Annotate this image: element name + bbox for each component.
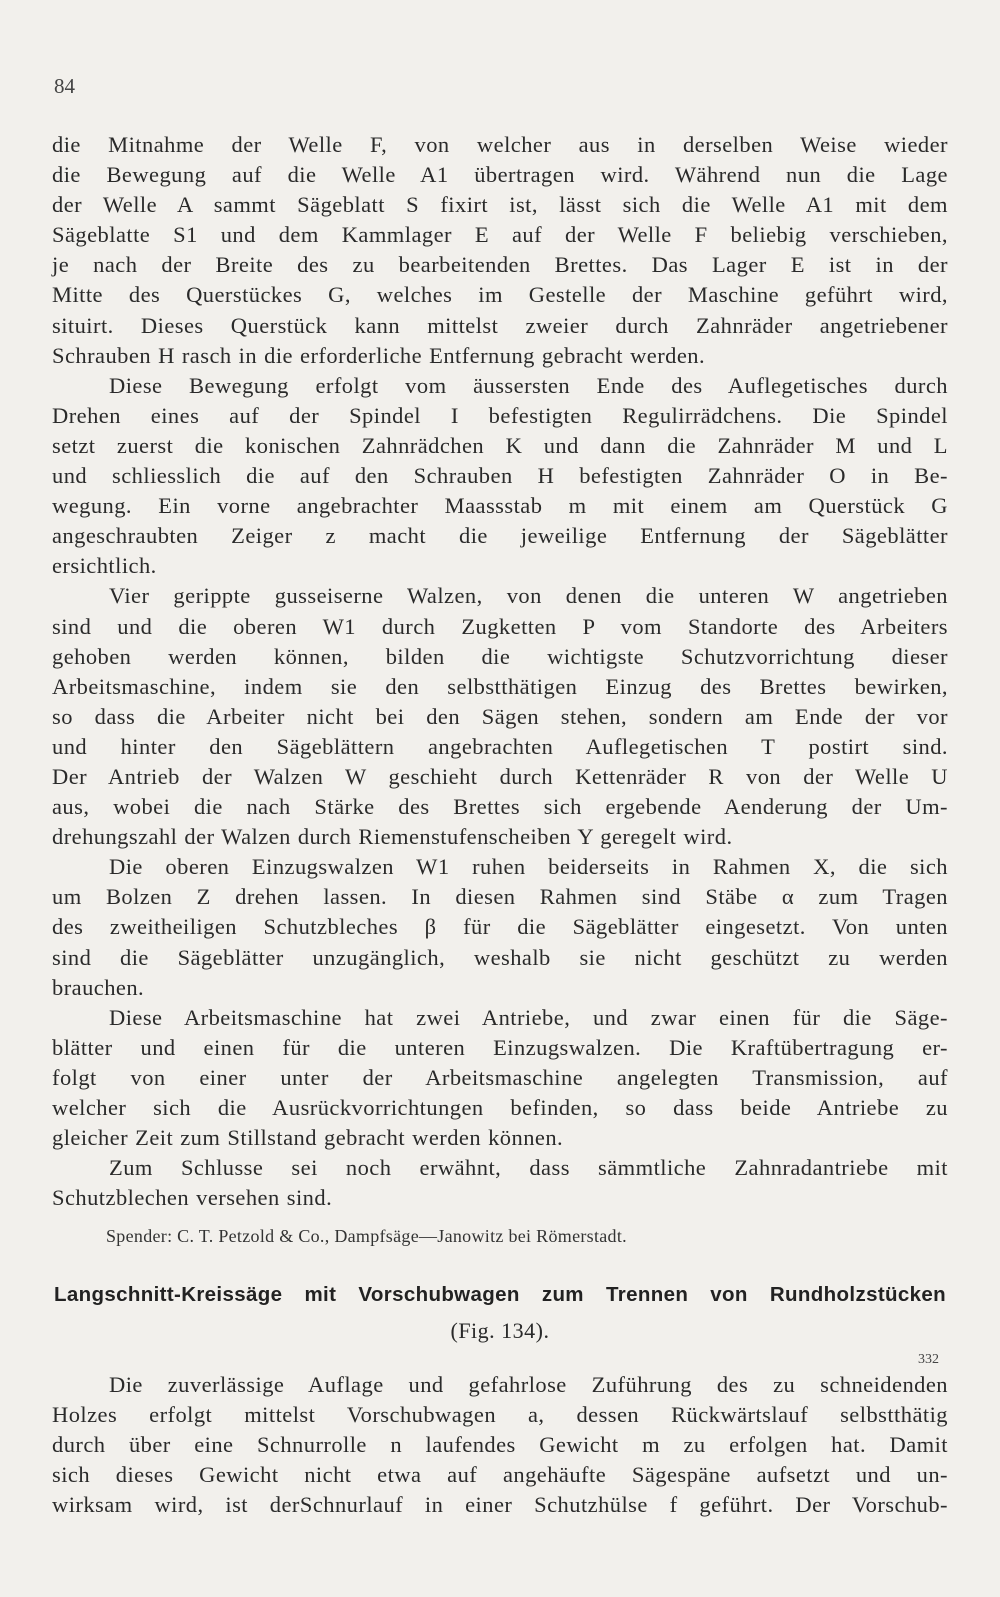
text-line: der Welle A sammt Sägeblatt S fixirt ist, lässt sich die Welle A1 mit dem: [52, 192, 948, 218]
text-line: die Bewegung auf die Welle A1 übertragen wird. Während nun die Lage: [52, 162, 948, 188]
text-line: Arbeitsmaschine, indem sie den selbstthätigen Einzug des Brettes bewirken,: [52, 673, 948, 699]
text-line: blätter und einen für die unteren Einzugswalzen. Die Kraftübertragung er-: [52, 1034, 948, 1060]
section-heading: Langschnitt-Kreissäge mit Vorschubwagen zum Trennen von Rundholzstücken: [54, 1283, 946, 1306]
text-line: brauchen.: [52, 974, 145, 1000]
text-line: so dass die Arbeiter nicht bei den Sägen stehen, sondern am Ende der vor: [52, 703, 948, 729]
text-line: situirt. Dieses Querstück kann mittelst zweier durch Zahnräder angetriebener: [52, 312, 948, 338]
text-line: drehungszahl der Walzen durch Riemenstufenscheiben Y geregelt wird.: [52, 824, 733, 850]
text-line: sich dieses Gewicht nicht etwa auf angehäufte Sägespäne aufsetzt und un-: [52, 1462, 948, 1488]
text-line: Mitte des Querstückes G, welches im Gestelle der Maschine geführt wird,: [52, 282, 948, 308]
text-line: Holzes erfolgt mittelst Vorschubwagen a, dessen Rückwärtslauf selbstthätig: [52, 1402, 948, 1428]
text-line: durch über eine Schnurrolle n laufendes Gewicht m zu erfolgen hat. Damit: [52, 1432, 948, 1458]
body-text-section-a: [52, 130, 948, 1213]
text-line: welcher sich die Ausrückvorrichtungen befinden, so dass beide Antriebe zu: [52, 1095, 948, 1120]
text-line: aus, wobei die nach Stärke des Brettes sich ergebende Aenderung der Um-: [52, 794, 948, 820]
text-line: Die oberen Einzugswalzen W1 ruhen beiderseits in Rahmen X, die sich: [109, 854, 948, 880]
text-line: sind die Sägeblätter unzugänglich, weshalb sie nicht geschützt zu werden: [52, 944, 948, 970]
text-line: gehoben werden können, bilden die wichtigste Schutzvorrichtung dieser: [52, 643, 948, 669]
text-line: Vier gerippte gusseiserne Walzen, von denen die unteren W angetrieben: [109, 583, 948, 609]
text-line: und schliesslich die auf den Schrauben H befestigten Zahnräder O in Be-: [52, 463, 948, 489]
text-line: folgt von einer unter der Arbeitsmaschine angelegten Transmission, auf: [52, 1064, 948, 1090]
text-line: angeschraubten Zeiger z macht die jeweilige Entfernung der Sägeblätter: [52, 523, 948, 549]
text-line: Diese Bewegung erfolgt vom äussersten Ende des Auflegetisches durch: [109, 372, 948, 398]
donor-credit: Spender: C. T. Petzold & Co., Dampfsäge—Janowitz bei Römerstadt.: [106, 1226, 627, 1246]
text-line: Schutzblechen versehen sind.: [52, 1185, 333, 1211]
text-line: wegung. Ein vorne angebrachter Maassstab m mit einem am Querstück G: [52, 493, 948, 519]
text-line: Schrauben H rasch in die erforderliche Entfernung gebracht werden.: [52, 342, 706, 368]
text-line: Der Antrieb der Walzen W geschieht durch Kettenräder R von der Welle U: [52, 763, 948, 789]
text-line: und hinter den Sägeblättern angebrachten Auflegetischen T postirt sind.: [52, 733, 948, 759]
text-line: Diese Arbeitsmaschine hat zwei Antriebe, und zwar einen für die Säge-: [109, 1004, 948, 1030]
text-line: Zum Schlusse sei noch erwähnt, dass sämmtliche Zahnradantriebe mit: [109, 1155, 948, 1181]
text-line: setzt zuerst die konischen Zahnrädchen K und dann die Zahnräder M und L: [52, 432, 948, 458]
text-line: des zweitheiligen Schutzbleches β für die Sägeblätter eingesetzt. Von unten: [52, 914, 948, 940]
text-line: Sägeblatte S1 und dem Kammlager E auf der Welle F beliebig verschieben,: [52, 222, 948, 248]
page-number: 84: [54, 74, 75, 98]
margin-number: 332: [918, 1352, 939, 1367]
text-line: Die zuverlässige Auflage und gefahrlose Zuführung des zu schneidenden: [109, 1372, 948, 1397]
body-text-section-b: [52, 1370, 948, 1520]
text-line: je nach der Breite des zu bearbeitenden Brettes. Das Lager E ist in der: [52, 252, 948, 278]
text-line: ersichtlich.: [52, 553, 157, 579]
text-line: Drehen eines auf der Spindel I befestigten Regulirrädchens. Die Spindel: [52, 402, 948, 428]
text-line: sind und die oberen W1 durch Zugketten P vom Standorte des Arbeiters: [52, 613, 948, 639]
text-line: wirksam wird, ist derSchnurlauf in einer Schutzhülse f geführt. Der Vorschub-: [52, 1492, 948, 1518]
figure-reference: (Fig. 134).: [450, 1318, 550, 1343]
text-line: gleicher Zeit zum Stillstand gebracht werden können.: [52, 1125, 564, 1151]
text-line: die Mitnahme der Welle F, von welcher aus in derselben Weise wieder: [52, 132, 948, 157]
text-line: um Bolzen Z drehen lassen. In diesen Rahmen sind Stäbe α zum Tragen: [52, 884, 948, 910]
